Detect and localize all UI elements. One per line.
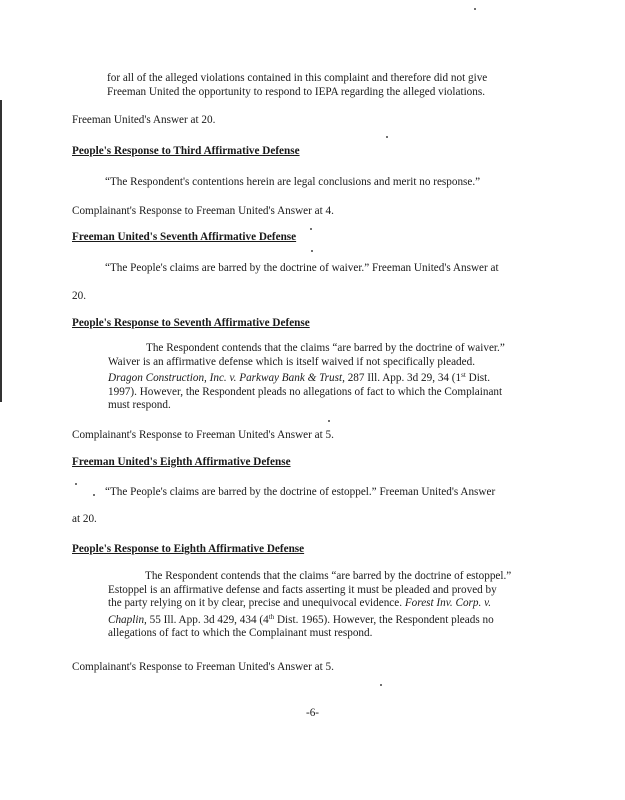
eighth-line-5: allegations of fact to which the Complainant must respond. <box>108 627 373 639</box>
seventh-case-cite: 287 Ill. App. 3d 29, 34 (1 <box>344 372 462 384</box>
seventh-line-1: The Respondent contends that the claims “are barred by the doctrine of waiver.” <box>146 342 505 354</box>
seventh-line-2: Waiver is an affirmative defense which is itself waived if not specifically pleaded. <box>108 355 476 368</box>
continued-line-2: Freeman United the opportunity to respond to IEPA regarding the alleged violations. <box>107 85 486 98</box>
continued-line-1: for all of the alleged violations contained in this complaint and therefore did not give <box>107 72 488 84</box>
quote-eighth-defense: “The People's claims are barred by the doctrine of estoppel.” Freeman United's Answer <box>105 486 496 498</box>
eighth-line-3 <box>108 597 536 611</box>
quote-eighth-continuation: at 20. <box>72 513 97 525</box>
eighth-sup: th <box>268 612 275 621</box>
scan-speck <box>310 228 312 230</box>
citation-response-4: Complainant's Response to Freeman United's Answer at 4. <box>72 205 334 217</box>
seventh-line-5: must respond. <box>108 399 171 411</box>
eighth-line-1: The Respondent contends that the claims “are barred by the doctrine of estoppel.” <box>145 570 512 582</box>
quote-seventh-continuation: 20. <box>72 290 86 302</box>
heading-freeman-seventh: Freeman United's Seventh Affirmative Defense <box>72 231 297 243</box>
eighth-response-block <box>108 570 536 641</box>
seventh-line-4: 1997). However, the Respondent pleads no allegations of fact to which the Complainant <box>108 385 503 398</box>
page-number: -6- <box>305 707 320 719</box>
seventh-dist: Dist. <box>465 372 491 384</box>
heading-people-seventh: People's Response to Seventh Affirmative Defense <box>72 317 310 329</box>
eighth-line-3-text: the party relying on it by clear, precise and unequivocal evidence. <box>108 597 405 609</box>
scan-speck <box>311 250 313 252</box>
seventh-line-3 <box>108 369 536 386</box>
seventh-response-block <box>108 342 536 413</box>
scan-margin-bar <box>0 100 2 402</box>
scan-speck <box>380 684 382 686</box>
scan-speck <box>328 420 330 422</box>
continued-quote <box>107 72 527 99</box>
citation-answer-20: Freeman United's Answer at 20. <box>72 114 216 126</box>
scan-speck <box>474 8 476 10</box>
heading-people-eighth: People's Response to Eighth Affirmative Defense <box>72 543 305 555</box>
eighth-case-name-b: Chaplin, <box>108 613 147 626</box>
eighth-line-4 <box>108 611 536 628</box>
scan-speck <box>75 483 77 485</box>
heading-people-third: People's Response to Third Affirmative Defense <box>72 145 300 157</box>
eighth-case-name-a: Forest Inv. Corp. v. <box>404 597 492 609</box>
quote-seventh-defense: “The People's claims are barred by the doctrine of waiver.” Freeman United's Answer at <box>105 262 499 274</box>
scan-speck <box>386 136 388 138</box>
quote-third-defense: “The Respondent's contentions herein are legal conclusions and merit no response.” <box>105 176 481 188</box>
citation-response-5a: Complainant's Response to Freeman United's Answer at 5. <box>72 429 334 441</box>
scan-speck <box>93 494 95 496</box>
citation-response-5b: Complainant's Response to Freeman United's Answer at 5. <box>72 661 334 673</box>
eighth-line-2: Estoppel is an affirmative defense and facts asserting it must be pleaded and proved by <box>108 583 497 596</box>
heading-freeman-eighth: Freeman United's Eighth Affirmative Defense <box>72 456 291 468</box>
eighth-case-cite: 55 Ill. App. 3d 429, 434 (4 <box>146 613 269 626</box>
seventh-case-name: Dragon Construction, Inc. v. Parkway Bank & Trust, <box>108 372 345 384</box>
eighth-dist: Dist. 1965). However, the Respondent pleads no <box>274 613 494 626</box>
seventh-sup: st <box>461 371 466 379</box>
